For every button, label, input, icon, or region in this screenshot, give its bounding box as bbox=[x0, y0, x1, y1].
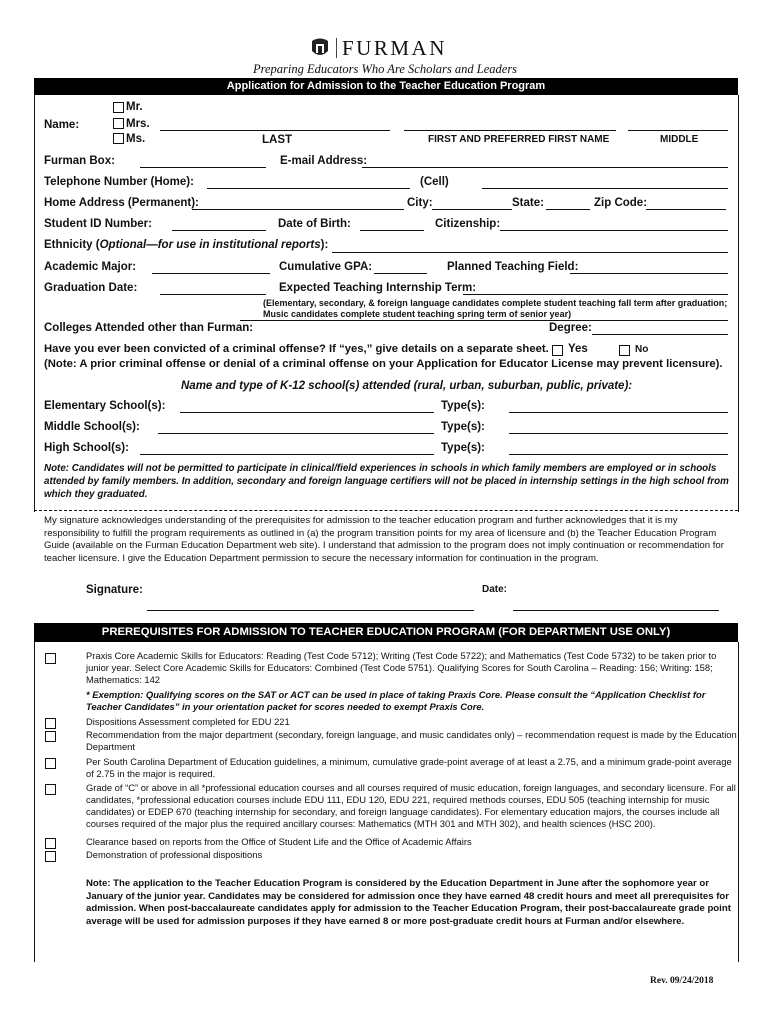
date-label: Date: bbox=[482, 584, 508, 595]
middle-field[interactable] bbox=[158, 433, 434, 434]
dispositions-item: Dispositions Assessment completed for EDU 221 bbox=[86, 716, 290, 727]
state-field[interactable] bbox=[546, 209, 590, 210]
mrs-checkbox[interactable] bbox=[113, 118, 124, 129]
gpa-req-checkbox[interactable] bbox=[45, 758, 56, 769]
high-label: High School(s): bbox=[44, 442, 129, 454]
schools-heading: Name and type of K-12 school(s) attended (rural, urban, suburban, public, private): bbox=[181, 380, 633, 392]
final-note: Note: The application to the Teacher Education Program is considered by the Education Department in June after the sophomore year or January of the junior year. Candidates may be considered for admission once they have earned 48 credit hours and meet all prerequisites for admission. When post-baccalaureate candidates apply for admission to the Teacher Education Program, their post-baccalaureate grade point average will be used for admission purposes if they have earned 8 or more post-graduate credit hours at Furman and/or elsewhere. bbox=[86, 878, 731, 927]
middle-type-field[interactable] bbox=[509, 433, 728, 434]
mr-checkbox[interactable] bbox=[113, 102, 124, 113]
middle-label: Middle School(s): bbox=[44, 421, 140, 433]
grade-req-checkbox[interactable] bbox=[45, 784, 56, 795]
criminal-no-label: No bbox=[635, 344, 649, 355]
major-label: Academic Major: bbox=[44, 261, 137, 273]
criminal-no-checkbox[interactable] bbox=[619, 345, 630, 356]
teaching-field-input[interactable] bbox=[570, 273, 728, 274]
gpa-label: Cumulative GPA: bbox=[279, 261, 373, 273]
signature-label: Signature: bbox=[86, 584, 143, 596]
degree-field[interactable] bbox=[592, 334, 728, 335]
degree-label: Degree: bbox=[549, 322, 592, 334]
signature-field[interactable] bbox=[147, 610, 474, 611]
tagline: Preparing Educators Who Are Scholars and Leaders bbox=[252, 62, 518, 76]
mr-label: Mr. bbox=[126, 101, 143, 113]
grade-req-item: Grade of “C” or above in all *professional education courses and all courses required of music education, foreign languages, and secondary licensure. For all candidates, *professional education courses include EDU 111, EDU 120, EDU 221, required methods courses, EDU 505 (teaching internship for music candidates) or EDEP 670 (teaching internship for secondary, and foreign language candidates). For elementary education majors, the courses include all courses required of the major plus the required ancillary courses: Mathematics (MTH 301 and MTH 302), and health sciences (HSC 200). bbox=[86, 782, 736, 829]
state-label: State: bbox=[512, 197, 544, 209]
elementary-type-field[interactable] bbox=[509, 412, 728, 413]
last-name-caption: LAST bbox=[262, 134, 293, 146]
mrs-label: Mrs. bbox=[126, 118, 150, 130]
ethnicity-label-b: Optional—for use in institutional reports bbox=[99, 239, 321, 251]
dispositions-checkbox[interactable] bbox=[45, 718, 56, 729]
form-title: Application for Admission to the Teacher Education Program bbox=[226, 80, 546, 92]
criminal-question: Have you ever been convicted of a criminal offense? If “yes,” give details on a separate sheet. bbox=[44, 343, 549, 355]
internship-term-field[interactable] bbox=[463, 294, 728, 295]
gpa-req-item: Per South Carolina Department of Education guidelines, a minimum, cumulative grade-point average of at least a 2.75, and a minimum grade-point average of 2.75 in the major is required. bbox=[86, 756, 732, 779]
praxis-item: Praxis Core Academic Skills for Educators: Reading (Test Code 5712); Writing (Test Code 5722); and Mathematics (Test Code 5732) to be taken prior to junior year. Select Core Academic Skills for Educators: Combined (Test Code 5751). Qualifying Scores for South Carolina – Reading: 156; Writing: 158; Mathematics: 142 bbox=[86, 650, 717, 685]
prereq-title: PREREQUISITES FOR ADMISSION TO TEACHER EDUCATION PROGRAM (FOR DEPARTMENT USE ONLY) bbox=[101, 626, 671, 638]
city-label: City: bbox=[407, 197, 433, 209]
logo-divider bbox=[336, 38, 337, 58]
first-name-field[interactable] bbox=[404, 130, 616, 131]
elementary-type-label: Type(s): bbox=[441, 400, 485, 412]
ethnicity-label-a: Ethnicity ( bbox=[44, 239, 100, 251]
name-label: Name: bbox=[44, 119, 80, 131]
internship-note-1: (Elementary, secondary, & foreign language candidates complete student teaching fall term after graduation; bbox=[263, 298, 728, 308]
internship-term-label: Expected Teaching Internship Term: bbox=[279, 282, 477, 294]
prereq-title-bar bbox=[34, 623, 738, 642]
placement-note: Note: Candidates will not be permitted to participate in clinical/field experiences in schools in which family members are employed or in schools attended by family members. In addition, secondary and foreign language certifiers will not be placed in internship settings in the high school from which they graduated. bbox=[44, 463, 729, 500]
brand-name: FURMAN bbox=[342, 36, 447, 60]
furman-box-field[interactable] bbox=[140, 167, 266, 168]
high-type-label: Type(s): bbox=[441, 442, 485, 454]
colleges-field[interactable] bbox=[240, 320, 728, 321]
ethnicity-field[interactable] bbox=[332, 252, 728, 253]
last-name-field[interactable] bbox=[160, 130, 390, 131]
furman-box-label: Furman Box: bbox=[44, 155, 115, 167]
criminal-yes-label: Yes bbox=[568, 343, 588, 355]
home-address-label: Home Address (Permanent): bbox=[44, 197, 199, 209]
demonstration-checkbox[interactable] bbox=[45, 851, 56, 862]
high-type-field[interactable] bbox=[509, 454, 728, 455]
gpa-field[interactable] bbox=[374, 273, 427, 274]
email-label: E-mail Address: bbox=[280, 155, 368, 167]
clearance-item: Clearance based on reports from the Office of Student Life and the Office of Academic Affairs bbox=[86, 836, 472, 847]
colleges-label: Colleges Attended other than Furman: bbox=[44, 322, 254, 334]
middle-name-caption: MIDDLE bbox=[660, 134, 699, 145]
criminal-note: (Note: A prior criminal offense or denial of a criminal offense on your Application for Educator License may prevent licensure). bbox=[44, 358, 723, 370]
city-field[interactable] bbox=[432, 209, 512, 210]
middle-type-label: Type(s): bbox=[441, 421, 485, 433]
student-id-field[interactable] bbox=[172, 230, 266, 231]
teaching-field-label: Planned Teaching Field: bbox=[447, 261, 579, 273]
citizenship-label: Citizenship: bbox=[435, 218, 501, 230]
section-divider bbox=[34, 510, 738, 511]
telephone-label: Telephone Number (Home): bbox=[44, 176, 194, 188]
date-field[interactable] bbox=[513, 610, 719, 611]
major-field[interactable] bbox=[152, 273, 270, 274]
citizenship-field[interactable] bbox=[500, 230, 728, 231]
dob-field[interactable] bbox=[360, 230, 424, 231]
revision-date: Rev. 09/24/2018 bbox=[650, 976, 714, 986]
elementary-label: Elementary School(s): bbox=[44, 400, 166, 412]
clearance-checkbox[interactable] bbox=[45, 838, 56, 849]
furman-seal-icon bbox=[311, 37, 329, 58]
cell-label: (Cell) bbox=[420, 176, 449, 188]
demonstration-item: Demonstration of professional dispositions bbox=[86, 849, 263, 860]
recommendation-checkbox[interactable] bbox=[45, 731, 56, 742]
high-field[interactable] bbox=[140, 454, 434, 455]
zip-label: Zip Code: bbox=[594, 197, 648, 209]
email-field[interactable] bbox=[362, 167, 728, 168]
student-id-label: Student ID Number: bbox=[44, 218, 152, 230]
ms-label: Ms. bbox=[126, 133, 146, 145]
criminal-yes-checkbox[interactable] bbox=[552, 345, 563, 356]
ethnicity-label bbox=[44, 239, 328, 251]
grad-date-label: Graduation Date: bbox=[44, 282, 138, 294]
ethnicity-label-c: ): bbox=[320, 239, 329, 251]
zip-field[interactable] bbox=[646, 209, 726, 210]
middle-name-field[interactable] bbox=[628, 130, 728, 131]
home-address-field[interactable] bbox=[192, 209, 404, 210]
ms-checkbox[interactable] bbox=[113, 133, 124, 144]
telephone-field[interactable] bbox=[207, 188, 410, 189]
exemption-note: * Exemption: Qualifying scores on the SAT or ACT can be used in place of taking Praxis Core. Please consult the “Application Checklist for Teacher Candidates” in your orientation packet for scores needed to exempt Praxis Core. bbox=[86, 689, 706, 712]
form-title-bar bbox=[34, 78, 738, 95]
recommendation-item: Recommendation from the major department (secondary, foreign language, and music candidates only) – recommendation request is made by the Education Department bbox=[86, 729, 737, 752]
acknowledgement-text: My signature acknowledges understanding of the prerequisites for admission to the teacher education program and further acknowledges that it is my responsibility to fulfill the program requirements as outlined in (a) the program transition points for my area of licensure and (b) the Teacher Education Program Guide (available on the Furman Education Department web site). I understand that admission to the program does not imply continuation or recommendation for teacher licensure. I give the Education Department permission to secure the necessary information for continuation in the program. bbox=[44, 515, 724, 564]
cell-field[interactable] bbox=[482, 188, 728, 189]
dob-label: Date of Birth: bbox=[278, 218, 351, 230]
praxis-checkbox[interactable] bbox=[45, 653, 56, 664]
grad-date-field[interactable] bbox=[160, 294, 266, 295]
internship-note-2: Music candidates complete student teaching spring term of senior year) bbox=[263, 309, 572, 319]
elementary-field[interactable] bbox=[180, 412, 434, 413]
first-name-caption: FIRST AND PREFERRED FIRST NAME bbox=[428, 134, 610, 145]
